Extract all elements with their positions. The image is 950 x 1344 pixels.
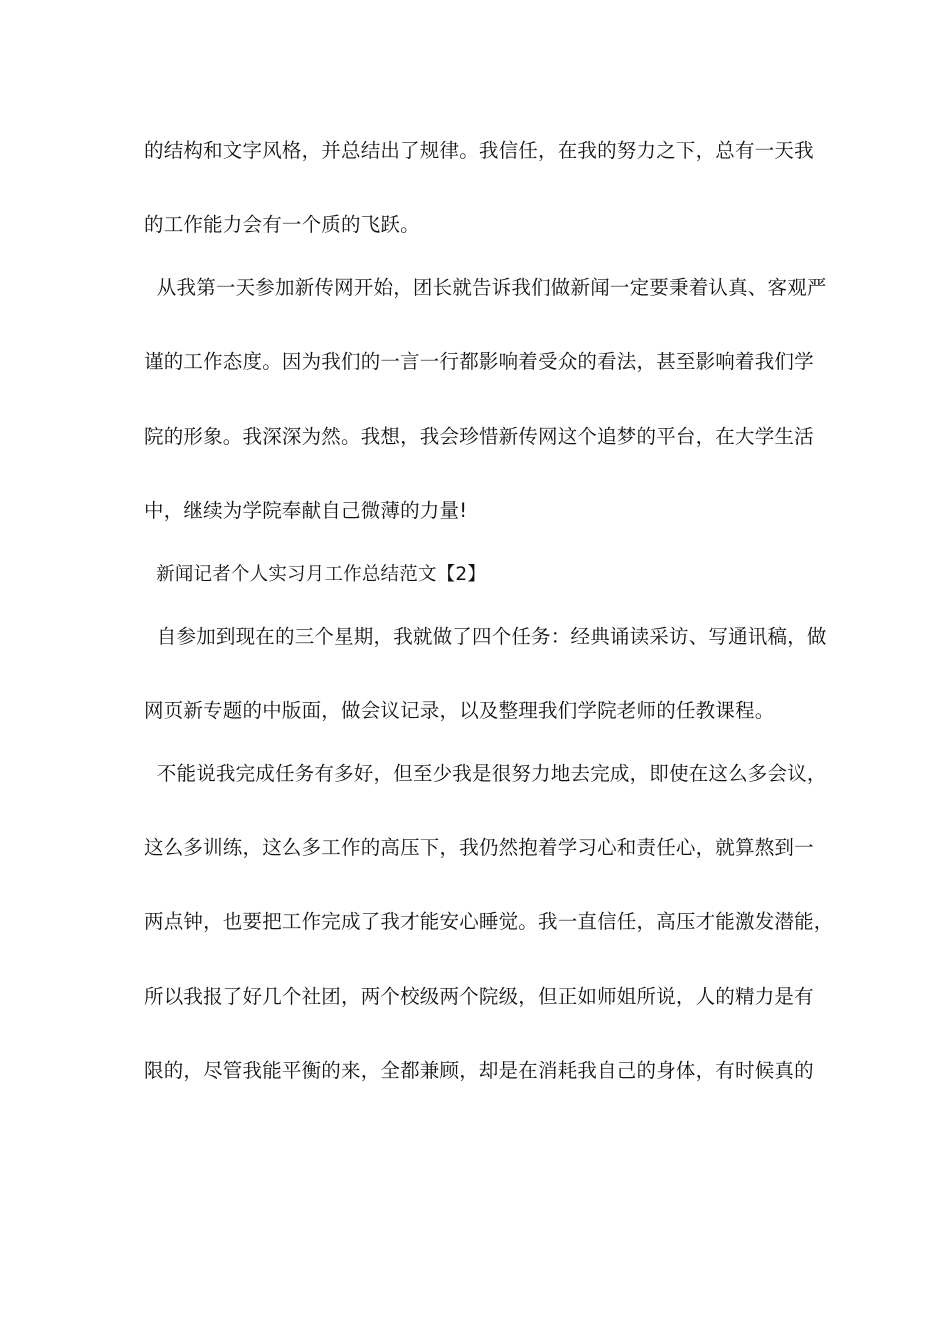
text-line: 不能说我完成任务有多好，但至少我是很努力地去完成，即使在这么多会议， bbox=[144, 762, 827, 785]
section-heading: 新闻记者个人实习月工作总结范文【2】 bbox=[144, 564, 487, 585]
text-line: 限的，尽管我能平衡的来，全都兼顾，却是在消耗我自己的身体，有时候真的 bbox=[144, 1059, 814, 1082]
text-line: 自参加到现在的三个星期，我就做了四个任务：经典诵读采访、写通讯稿，做 bbox=[144, 625, 827, 648]
text-line: 从我第一天参加新传网开始，团长就告诉我们做新闻一定要秉着认真、客观严 bbox=[144, 276, 827, 299]
text-line: 中，继续为学院奉献自己微薄的力量! bbox=[144, 499, 468, 522]
text-line: 的结构和文字风格，并总结出了规律。我信任，在我的努力之下，总有一天我 bbox=[144, 139, 814, 162]
text-line: 谨的工作态度。因为我们的一言一行都影响着受众的看法，甚至影响着我们学 bbox=[144, 350, 814, 373]
text-line: 两点钟，也要把工作完成了我才能安心睡觉。我一直信任，高压才能激发潜能， bbox=[144, 910, 834, 933]
text-line: 所以我报了好几个社团，两个校级两个院级，但正如师姐所说，人的精力是有 bbox=[144, 985, 814, 1008]
text-line: 的工作能力会有一个质的飞跃。 bbox=[144, 213, 420, 236]
text-line: 这么多训练，这么多工作的高压下，我仍然抱着学习心和责任心，就算熬到一 bbox=[144, 836, 814, 859]
text-line: 网页新专题的中版面，做会议记录，以及整理我们学院老师的任教课程。 bbox=[144, 699, 775, 722]
text-line: 院的形象。我深深为然。我想，我会珍惜新传网这个追梦的平台，在大学生活 bbox=[144, 425, 814, 448]
